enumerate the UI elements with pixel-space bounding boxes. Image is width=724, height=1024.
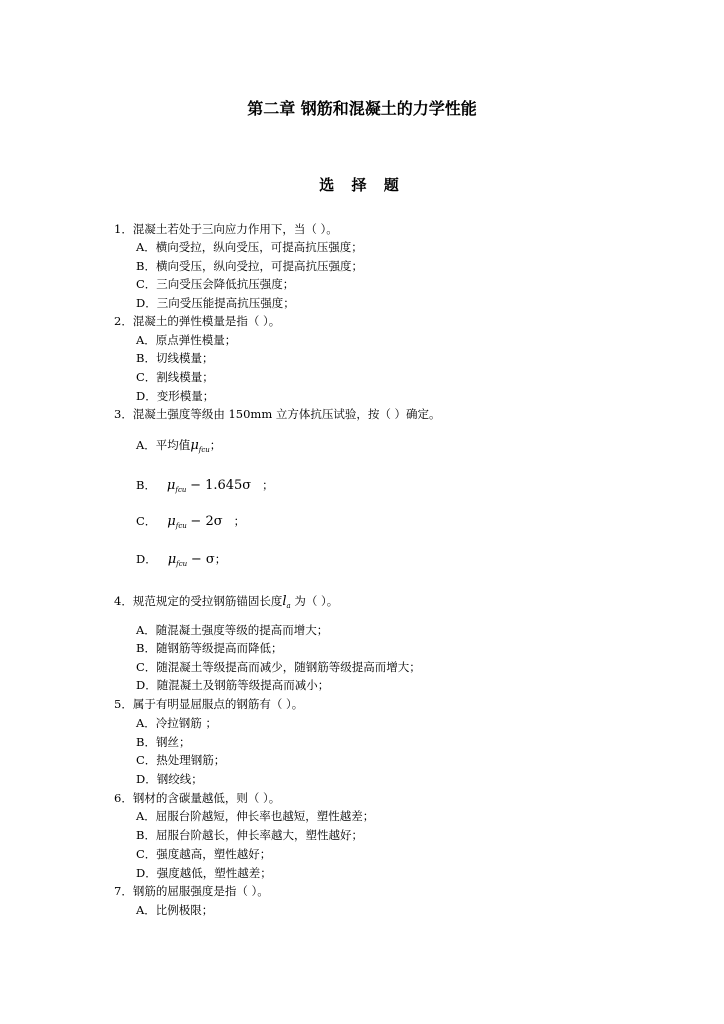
question-1-option-c: C．三向受压会降低抗压强度； — [136, 277, 295, 291]
fcu-subscript: fcu — [175, 522, 187, 530]
option-c-prefix: C． — [136, 514, 157, 528]
question-2-option-b: B．切线模量； — [136, 351, 214, 365]
question-4-option-a: A．随混凝土强度等级的提高而增大； — [136, 623, 329, 637]
mu-symbol: μ — [190, 438, 199, 453]
question-6-option-c: C．强度越高，塑性越好； — [136, 847, 272, 861]
option-c-expression: − 2σ — [190, 514, 223, 529]
anchorage-length-subscript: a — [286, 602, 291, 610]
question-7-stem: 7．钢筋的屈服强度是指（ ）。 — [114, 884, 269, 898]
mu-symbol: μ — [167, 552, 177, 567]
question-3-option-c — [136, 514, 245, 533]
question-3-option-d — [136, 552, 226, 571]
question-5-option-d: D．钢绞线； — [136, 772, 203, 786]
option-c-suffix: ； — [233, 514, 246, 528]
anchorage-length-symbol: l — [282, 594, 287, 609]
option-d-prefix: D． — [136, 552, 157, 566]
option-d-suffix: ； — [214, 552, 227, 566]
question-2-option-d: D．变形模量； — [136, 389, 215, 403]
mu-symbol: μ — [167, 514, 176, 529]
question-4-option-b: B．随钢筋等级提高而降低； — [136, 641, 283, 655]
section-title: 选 择 题 — [319, 176, 405, 194]
fcu-subscript: fcu — [198, 446, 210, 454]
question-3-option-a — [136, 438, 221, 457]
question-4-option-c: C．随混凝土等级提高而减少，随钢筋等级提高而增大； — [136, 660, 421, 674]
question-5-option-b: B．钢丝； — [136, 735, 191, 749]
option-a-prefix: A．平均值 — [136, 438, 191, 452]
question-6-option-b: B．屈服台阶越长，伸长率越大，塑性越好； — [136, 828, 363, 842]
chapter-title: 第二章 钢筋和混凝土的力学性能 — [247, 99, 477, 118]
question-4-stem-prefix: 4．规范规定的受拉钢筋锚固长度 — [114, 594, 283, 608]
question-5-option-a: A．冷拉钢筋 ； — [136, 716, 217, 730]
question-4-option-d: D．随混凝土及钢筋等级提高而减小； — [136, 678, 330, 692]
option-b-expression: − 1.645σ — [190, 478, 252, 493]
question-3-option-b — [136, 478, 274, 497]
option-d-expression: − σ — [190, 552, 215, 567]
question-5-option-c: C．热处理钢筋； — [136, 753, 226, 767]
mu-symbol: μ — [166, 478, 176, 493]
question-3-stem: 3．混凝土强度等级由 150mm 立方体抗压试验，按（ ）确定。 — [114, 407, 441, 421]
question-4-stem — [114, 594, 338, 613]
question-6-option-d: D．强度越低，塑性越差； — [136, 866, 272, 880]
question-1-option-d: D．三向受压能提高抗压强度； — [136, 296, 295, 310]
question-1-stem: 1．混凝土若处于三向应力作用下，当（ ）。 — [114, 222, 338, 236]
question-1-option-a: A．横向受拉，纵向受压，可提高抗压强度； — [136, 240, 363, 254]
option-b-suffix: ； — [262, 478, 274, 492]
question-2-option-a: A．原点弹性模量； — [136, 333, 237, 347]
question-4-stem-suffix: 为（ ）。 — [294, 594, 339, 608]
question-1-option-b: B．横向受压，纵向受拉，可提高抗压强度； — [136, 259, 363, 273]
question-6-option-a: A．屈服台阶越短，伸长率也越短，塑性越差； — [136, 809, 375, 823]
fcu-subscript: fcu — [176, 560, 188, 568]
fcu-subscript: fcu — [175, 486, 187, 494]
question-2-stem: 2．混凝土的弹性模量是指（ ）。 — [114, 314, 281, 328]
option-a-suffix: ； — [209, 438, 222, 452]
question-2-option-c: C．割线模量； — [136, 370, 214, 384]
option-b-prefix: B． — [136, 478, 156, 492]
question-6-stem: 6．钢材的含碳量越低，则（ ）。 — [114, 791, 281, 805]
question-7-option-a: A．比例极限； — [136, 903, 214, 917]
question-5-stem: 5．属于有明显屈服点的钢筋有（ ）。 — [114, 697, 304, 711]
